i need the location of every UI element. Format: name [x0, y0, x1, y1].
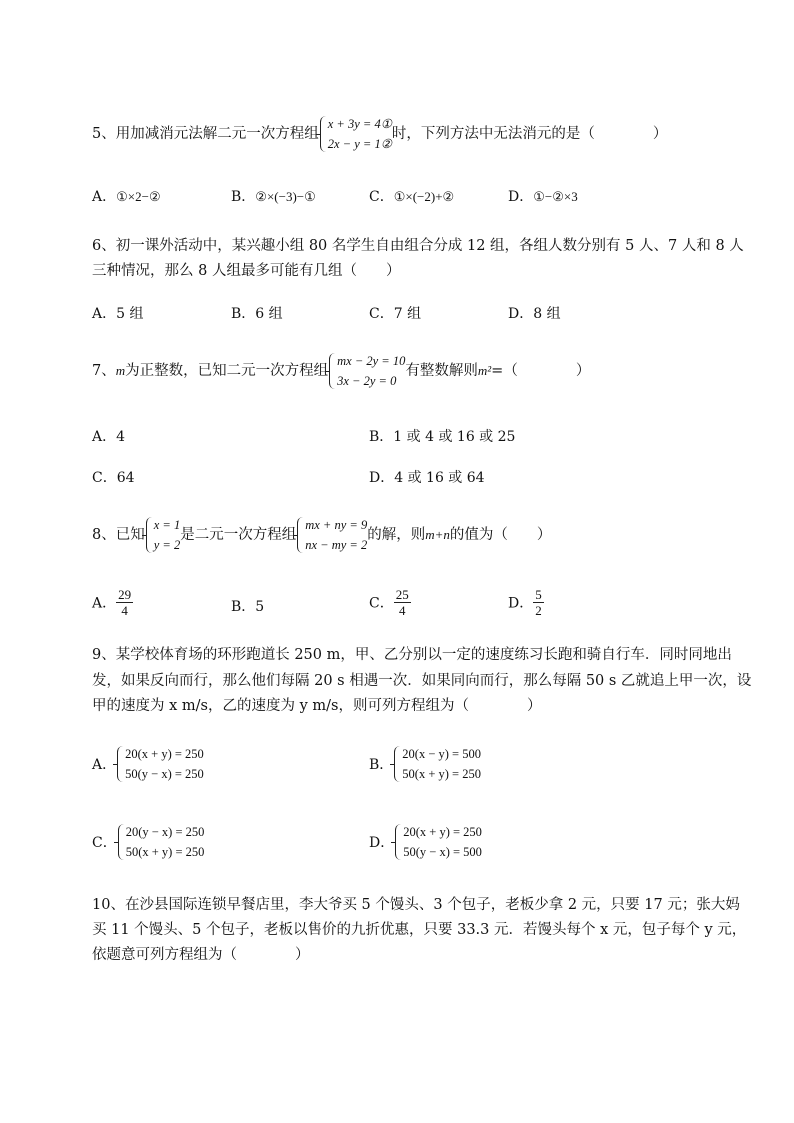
q9-line-3: 甲的速度为 x m/s，乙的速度为 y m/s，则可列方程组为（ ）: [92, 698, 542, 714]
q6-line-2: 三种情况，那么 8 人组最多可能有几组（ ）: [92, 263, 401, 279]
q5-eq2: 2x − y = 1②: [327, 137, 392, 151]
q5-equation-system: [319, 114, 392, 154]
q8-option-d: D． $\frac{5}{2}$: [508, 587, 542, 618]
q7-option-c: C．64: [92, 470, 135, 486]
q6-option-b: B．6 组: [231, 306, 283, 322]
q7-option-b: B．1 或 4 或 16 或 25: [369, 429, 516, 445]
q5-option-d: D．①−②×3: [508, 189, 578, 205]
q9-option-b: B． 20(x − y) = 500 50(x + y) = 250: [369, 744, 481, 784]
question-8-stem: 8、已知 x = 1 y = 2 是二元一次方程组 mx + ny = 9 nx − my = 2 的解，则m+n的值为（ ）: [92, 515, 551, 555]
q5-option-c: C．①×(−2)+②: [369, 189, 455, 205]
q8-option-c-fraction: $\frac{25}{4}$: [395, 587, 409, 618]
q6-option-c: C．7 组: [369, 306, 422, 322]
q6-line-1: 6、初一课外活动中，某兴趣小组 80 名学生自由组合分成 12 组，各组人数分别有 5 人、7 人和 8 人: [92, 238, 744, 254]
question-5-stem: [92, 114, 667, 154]
q6-option-a: A．5 组: [92, 306, 144, 322]
q5-text-before: 5、用加减消元法解二元一次方程组: [92, 126, 319, 142]
q7-option-d: D．4 或 16 或 64: [369, 470, 485, 486]
q9-option-a: A． 20(x + y) = 250 50(y − x) = 250: [92, 744, 204, 784]
q10-line-1: 10、在沙县国际连锁早餐店里，李大爷买 5 个馒头、3 个包子，老板少拿 2 元，只要 17 元；张大妈: [92, 897, 740, 913]
q8-option-a: A． $\frac{29}{4}$: [92, 587, 132, 618]
q9-line-1: 9、某学校体育场的环形跑道长 250 m，甲、乙分别以一定的速度练习长跑和骑自行车．同时同地出: [92, 647, 732, 663]
q9-line-2: 发，如果反向而行，那么他们每隔 20 s 相遇一次．如果同向而行，那么每隔 50 s 乙就追上甲一次，设: [92, 673, 752, 689]
q5-text-after: 时，下列方法中无法消元的是（ ）: [391, 126, 668, 142]
q8-option-d-fraction: $\frac{5}{2}$: [535, 587, 542, 618]
q7-var-m: m: [115, 363, 126, 378]
q8-solution-system: x = 1 y = 2: [145, 515, 180, 555]
q8-expr: m+n: [425, 527, 450, 542]
q10-line-2: 买 11 个馒头、5 个包子，老板以售价的九折优惠，只要 33.3 元．若馒头每个 x 元，包子每个 y 元，: [92, 922, 747, 938]
question-7-stem: 7、m为正整数，已知二元一次方程组 mx − 2y = 10 3x − 2y = 0 有整数解则m²=（ ）: [92, 351, 590, 391]
q8-option-b: B．5: [231, 599, 265, 615]
q7-m-squared: m²: [477, 363, 492, 378]
q7-option-a: A．4: [92, 429, 126, 445]
q9-option-c: C． 20(y − x) = 250 50(x + y) = 250: [92, 822, 204, 862]
q10-line-3: 依题意可列方程组为（ ）: [92, 947, 310, 963]
q8-option-a-fraction: $\frac{29}{4}$: [118, 587, 132, 618]
q7-equation-system: mx − 2y = 10 3x − 2y = 0: [328, 351, 405, 391]
q9-option-d: D． 20(x + y) = 250 50(y − x) = 500: [369, 822, 482, 862]
q6-option-d: D．8 组: [508, 306, 561, 322]
q5-eq1: x + 3y = 4①: [327, 117, 392, 131]
q5-option-b: B．②×(−3)−①: [231, 189, 316, 205]
q5-option-a: A．①×2−②: [92, 189, 161, 205]
q8-option-c: C． $\frac{25}{4}$: [369, 587, 409, 618]
q8-equation-system: mx + ny = 9 nx − my = 2: [296, 515, 367, 555]
